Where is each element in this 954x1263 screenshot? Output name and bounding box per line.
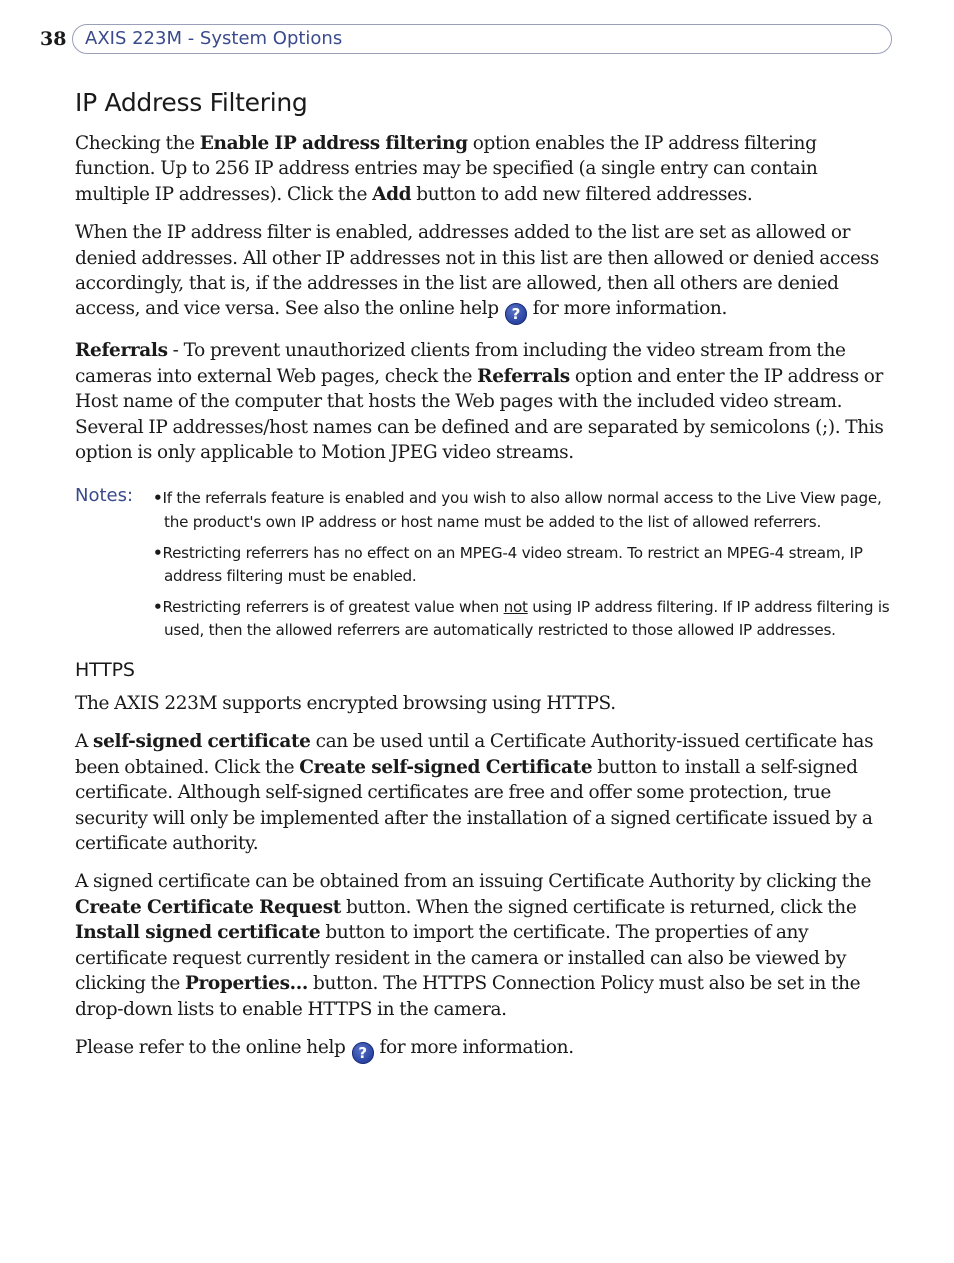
bold-term: Create self-signed Certificate — [299, 756, 593, 778]
text-run: If the referrals feature is enabled and you wish to also allow normal access to the Live View page, the product's own IP address or host name must be added to the list of allowed referrers. — [162, 489, 882, 532]
paragraph-filter-behavior — [75, 220, 895, 325]
note-item — [153, 542, 895, 589]
bold-term: self-signed certificate — [93, 731, 311, 753]
text-run: button. The HTTPS Connection Policy must also be set in the drop-down lists to enable HTTPS in the camera. — [75, 973, 861, 1020]
text-run: A — [75, 731, 94, 753]
text-run: button to install a self-signed certificate. Although self-signed certificates are free and offer some protection, true security will only be implemented after the installation of a signed certificate issued by a certificate authority. — [75, 756, 873, 855]
text-run: Restricting referrers is of greatest value when — [162, 597, 504, 616]
notes-list — [153, 487, 895, 643]
bold-term: Referrals — [477, 365, 570, 387]
text-run: can be used until a Certificate Authority-issued certificate has been obtained. Click the — [75, 731, 874, 778]
paragraph-https-support: The AXIS 223M supports encrypted browsing using HTTPS. — [75, 693, 616, 715]
bold-term: Properties... — [184, 973, 308, 995]
notes-label: Notes: — [75, 485, 134, 507]
bold-term: Add — [372, 183, 412, 205]
note-item — [153, 487, 895, 534]
bold-term: Referrals — [75, 340, 168, 362]
text-run: Please refer to the online help — [75, 1036, 346, 1058]
header-title: AXIS 223M - System Options — [85, 28, 343, 49]
text-run: using IP address filtering. If IP address filtering is used, then the allowed referrers are automatically restricted to those allowed IP addresses. — [164, 597, 890, 640]
paragraph-signed-certificate — [75, 869, 895, 1021]
underlined-term: not — [503, 597, 528, 616]
page-content — [75, 88, 895, 1077]
text-run: Checking the — [75, 133, 200, 154]
page-number: 38 — [40, 28, 67, 50]
text-run: for more information. — [379, 1036, 574, 1058]
page-header — [40, 24, 896, 56]
bullet-icon: • — [153, 489, 163, 508]
bullet-icon: • — [153, 543, 163, 562]
text-run: option and enter the IP address or Host name of the computer that hosts the Web pages with the included video stream. Several IP addresses/host names can be defined and are separated by semicolons (;). This option is only applicable to Motion JPEG video streams. — [75, 365, 884, 464]
bold-term: Install signed certificate — [75, 922, 321, 944]
text-run: button. When the signed certificate is returned, click the — [340, 896, 857, 918]
bullet-icon: • — [153, 597, 163, 616]
help-icon: ? — [505, 303, 527, 325]
text-run: When the IP address filter is enabled, addresses added to the list are set as allowed or denied addresses. All other IP addresses not in this list are then allowed or denied access accordingly, that is, if the addresses in the list are allowed, then all others are denied access, and vice versa. See also the online help — [75, 222, 879, 320]
text-run: Restricting referrers has no effect on an MPEG-4 video stream. To restrict an MPEG-4 stream, IP address filtering must be enabled. — [162, 543, 863, 586]
paragraph-online-help — [75, 1035, 895, 1064]
header-title-bar — [72, 24, 892, 54]
text-run: - To prevent unauthorized clients from including the video stream from the cameras into external Web pages, check the — [75, 340, 846, 387]
text-run: button to import the certificate. The properties of any certificate request currently resident in the camera or installed can also be viewed by clicking the — [75, 922, 847, 995]
text-run: A signed certificate can be obtained from an issuing Certificate Authority by clicking the — [75, 871, 872, 893]
text-run: option enables the IP address filtering function. Up to 256 IP address entries may be specified (a single entry can contain multiple IP addresses). Click the — [75, 133, 818, 205]
help-icon: ? — [352, 1042, 374, 1064]
bold-term: Create Certificate Request — [75, 896, 341, 918]
section-title-https: HTTPS — [75, 659, 135, 682]
text-run: for more information. — [532, 298, 727, 320]
paragraph-self-signed — [75, 729, 895, 856]
bold-term: Enable IP address filtering — [199, 133, 468, 154]
section-title-ip-address-filtering: IP Address Filtering — [75, 88, 308, 117]
note-item — [153, 596, 895, 643]
paragraph-enable-filtering — [75, 131, 895, 207]
text-run: button to add new filtered addresses. — [411, 183, 753, 205]
paragraph-referrals — [75, 338, 895, 465]
notes-block — [75, 487, 895, 643]
